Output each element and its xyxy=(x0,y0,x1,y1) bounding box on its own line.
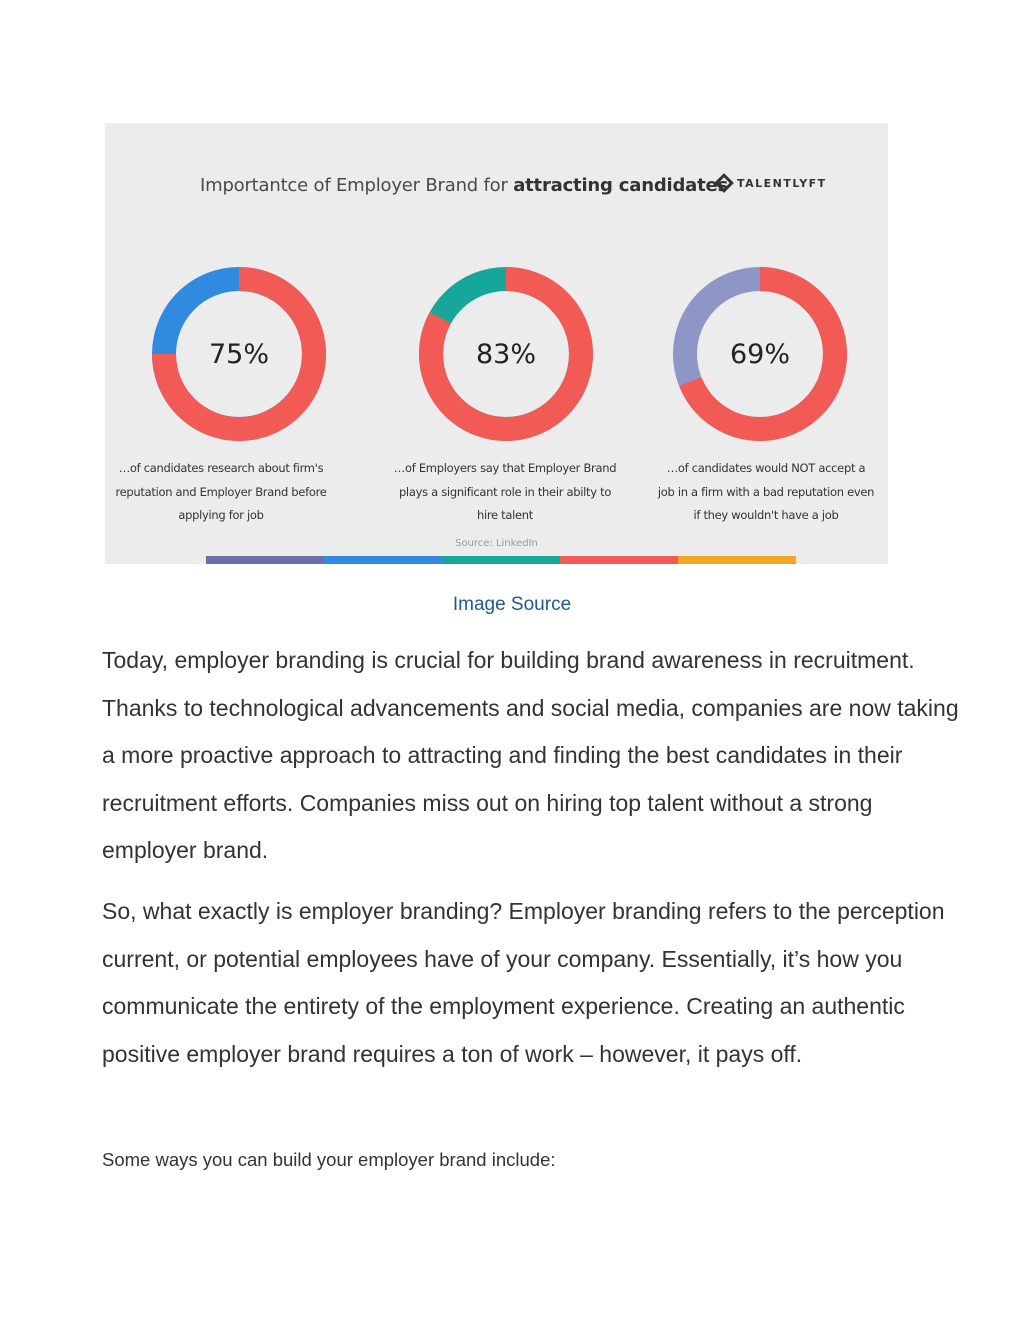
color-bar-segment xyxy=(206,556,324,564)
caption-line: reputation and Employer Brand before xyxy=(115,484,327,499)
brand-name: TALENTLYFT xyxy=(737,176,827,190)
infographic-image xyxy=(105,123,888,564)
caption-line: job in a firm with a bad reputation even xyxy=(657,484,875,499)
caption-line: plays a significant role in their abilty to xyxy=(398,484,612,499)
caption-line: …of candidates would NOT accept a xyxy=(666,461,866,475)
color-bar-segment xyxy=(678,556,796,564)
caption-line: …of candidates research about firm's xyxy=(118,461,324,475)
caption-83 xyxy=(385,457,625,528)
donut-chart-69 xyxy=(670,264,850,444)
caption-line: applying for job xyxy=(178,508,264,522)
caption-line: hire talent xyxy=(476,508,533,522)
title-prefix: Importantce of Employer Brand for xyxy=(200,175,514,196)
color-bar-segment xyxy=(442,556,560,564)
caption-69 xyxy=(646,457,886,528)
donut-chart-75 xyxy=(149,264,329,444)
donut-value-label: 69% xyxy=(729,338,790,370)
color-bar xyxy=(206,556,796,564)
caption-line: if they wouldn't have a job xyxy=(693,508,839,522)
paragraph-intro: Today, employer branding is crucial for building brand awareness in recruitment. Thanks to technological advancements and social media, companies are now taking a more proactive approach to attracting and finding the best candidates in their recruitment efforts. Companies miss out on hiring top talent without a strong employer brand. xyxy=(102,647,959,864)
donut-value-label: 83% xyxy=(475,338,536,370)
paragraph-definition: So, what exactly is employer branding? Employer branding refers to the perception current, or potential employees have of your company. Essentially, it’s how you communicate the entirety of the employment experience. Creating an authentic positive employer brand requires a ton of work – however, it pays off. xyxy=(102,898,945,1067)
donut-chart-83 xyxy=(416,264,596,444)
image-source-link[interactable]: Image Source xyxy=(452,594,572,615)
color-bar-segment xyxy=(560,556,678,564)
title-bold: attracting candidates xyxy=(513,175,729,196)
brand-logo xyxy=(717,176,827,190)
caption-line: …of Employers say that Employer Brand xyxy=(393,461,617,475)
caption-75 xyxy=(105,457,341,528)
paragraph-list-intro: Some ways you can build your employer brand include: xyxy=(102,1149,556,1170)
infographic-title xyxy=(200,175,728,196)
color-bar-segment xyxy=(324,556,442,564)
infographic-source: Source: LinkedIn xyxy=(455,538,538,549)
donut-value-label: 75% xyxy=(208,338,269,370)
talentlyft-logo-icon xyxy=(714,173,734,193)
